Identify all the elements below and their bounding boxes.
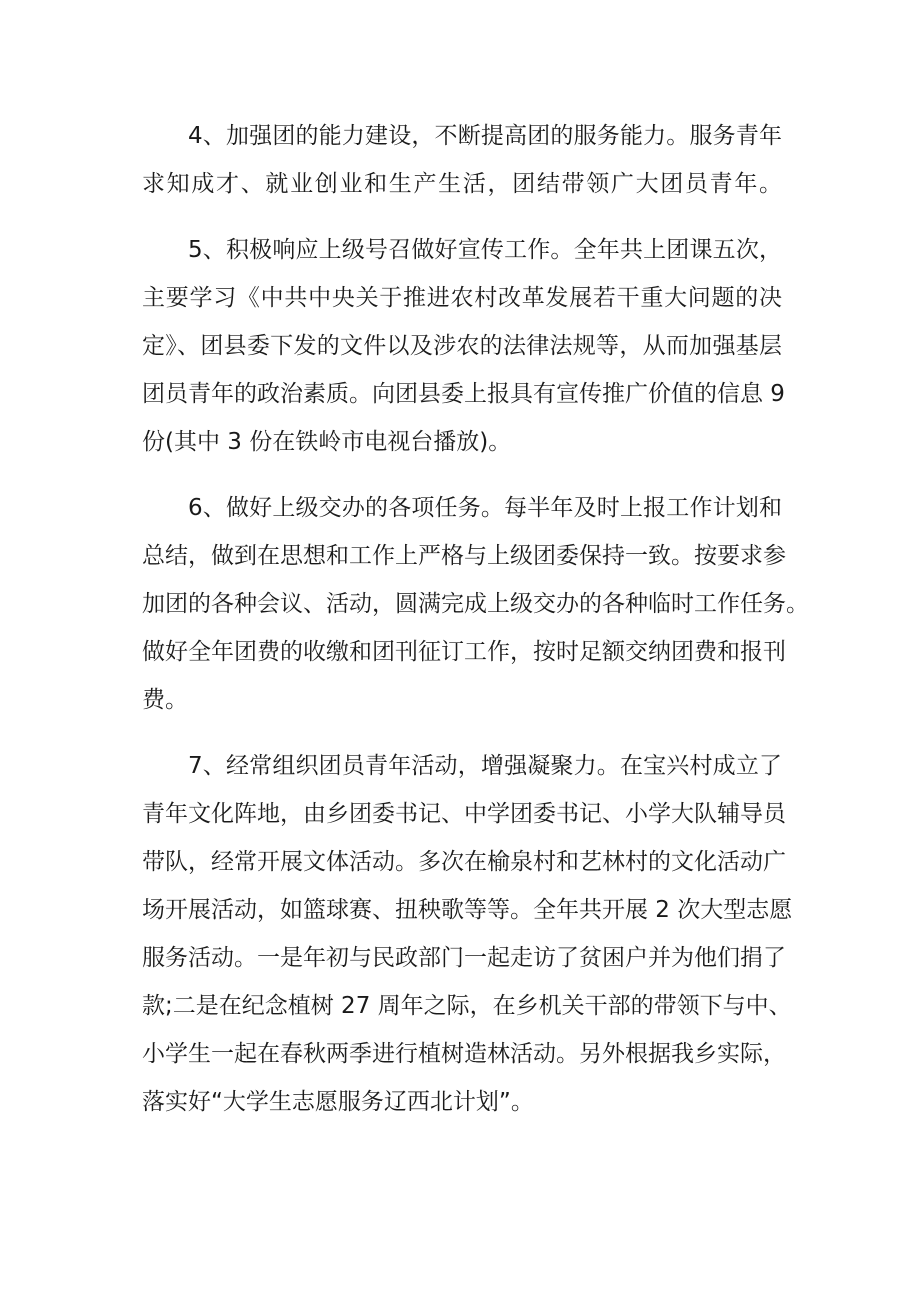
text-line: 求知成才、就业创业和生产生活，团结带领广大团员青年。 (142, 171, 782, 197)
text-line: 场开展活动，如篮球赛、扭秧歌等等。全年共开展 2 次大型志愿 (142, 897, 793, 923)
text-line: 带队，经常开展文体活动。多次在榆泉村和艺林村的文化活动广 (142, 849, 786, 875)
text-line: 加团的各种会议、活动，圆满完成上级交办的各种临时工作任务。 (142, 591, 809, 617)
text-line: 做好全年团费的收缴和团刊征订工作，按时足额交纳团费和报刊 (142, 639, 786, 665)
text-line: 总结，做到在思想和工作上严格与上级团委保持一致。按要求参 (142, 543, 786, 569)
text-line: 费。 (142, 687, 188, 713)
text-line: 7、经常组织团员青年活动，增强凝聚力。在宝兴村成立了 (188, 753, 782, 779)
paragraph-6 (142, 484, 809, 724)
paragraph-5 (142, 226, 785, 466)
text-line: 落实好“大学生志愿服务辽西北计划”。 (142, 1089, 534, 1115)
text-line: 4、加强团的能力建设，不断提高团的服务能力。服务青年 (188, 123, 782, 149)
paragraph-4 (142, 112, 782, 208)
text-line: 主要学习《中共中央关于推进农村改革发展若干重大问题的决 (142, 285, 782, 311)
text-line: 青年文化阵地，由乡团委书记、中学团委书记、小学大队辅导员 (142, 801, 786, 827)
text-line: 服务活动。一是年初与民政部门一起走访了贫困户并为他们捐了 (142, 945, 786, 971)
text-line: 款;二是在纪念植树 27 周年之际，在乡机关干部的带领下与中、 (142, 993, 792, 1019)
document-body (142, 112, 809, 1144)
text-line: 小学生一起在春秋两季进行植树造林活动。另外根据我乡实际， (142, 1041, 786, 1067)
paragraph-7 (142, 742, 793, 1126)
text-line: 定》、团县委下发的文件以及涉农的法律法规等，从而加强基层 (142, 333, 782, 359)
text-line: 5、积极响应上级号召做好宣传工作。全年共上团课五次， (188, 237, 782, 263)
text-line: 份(其中 3 份在铁岭市电视台播放)。 (142, 429, 512, 455)
text-line: 6、做好上级交办的各项任务。每半年及时上报工作计划和 (188, 495, 782, 521)
text-line: 团员青年的政治素质。向团县委上报具有宣传推广价值的信息 9 (142, 381, 785, 407)
